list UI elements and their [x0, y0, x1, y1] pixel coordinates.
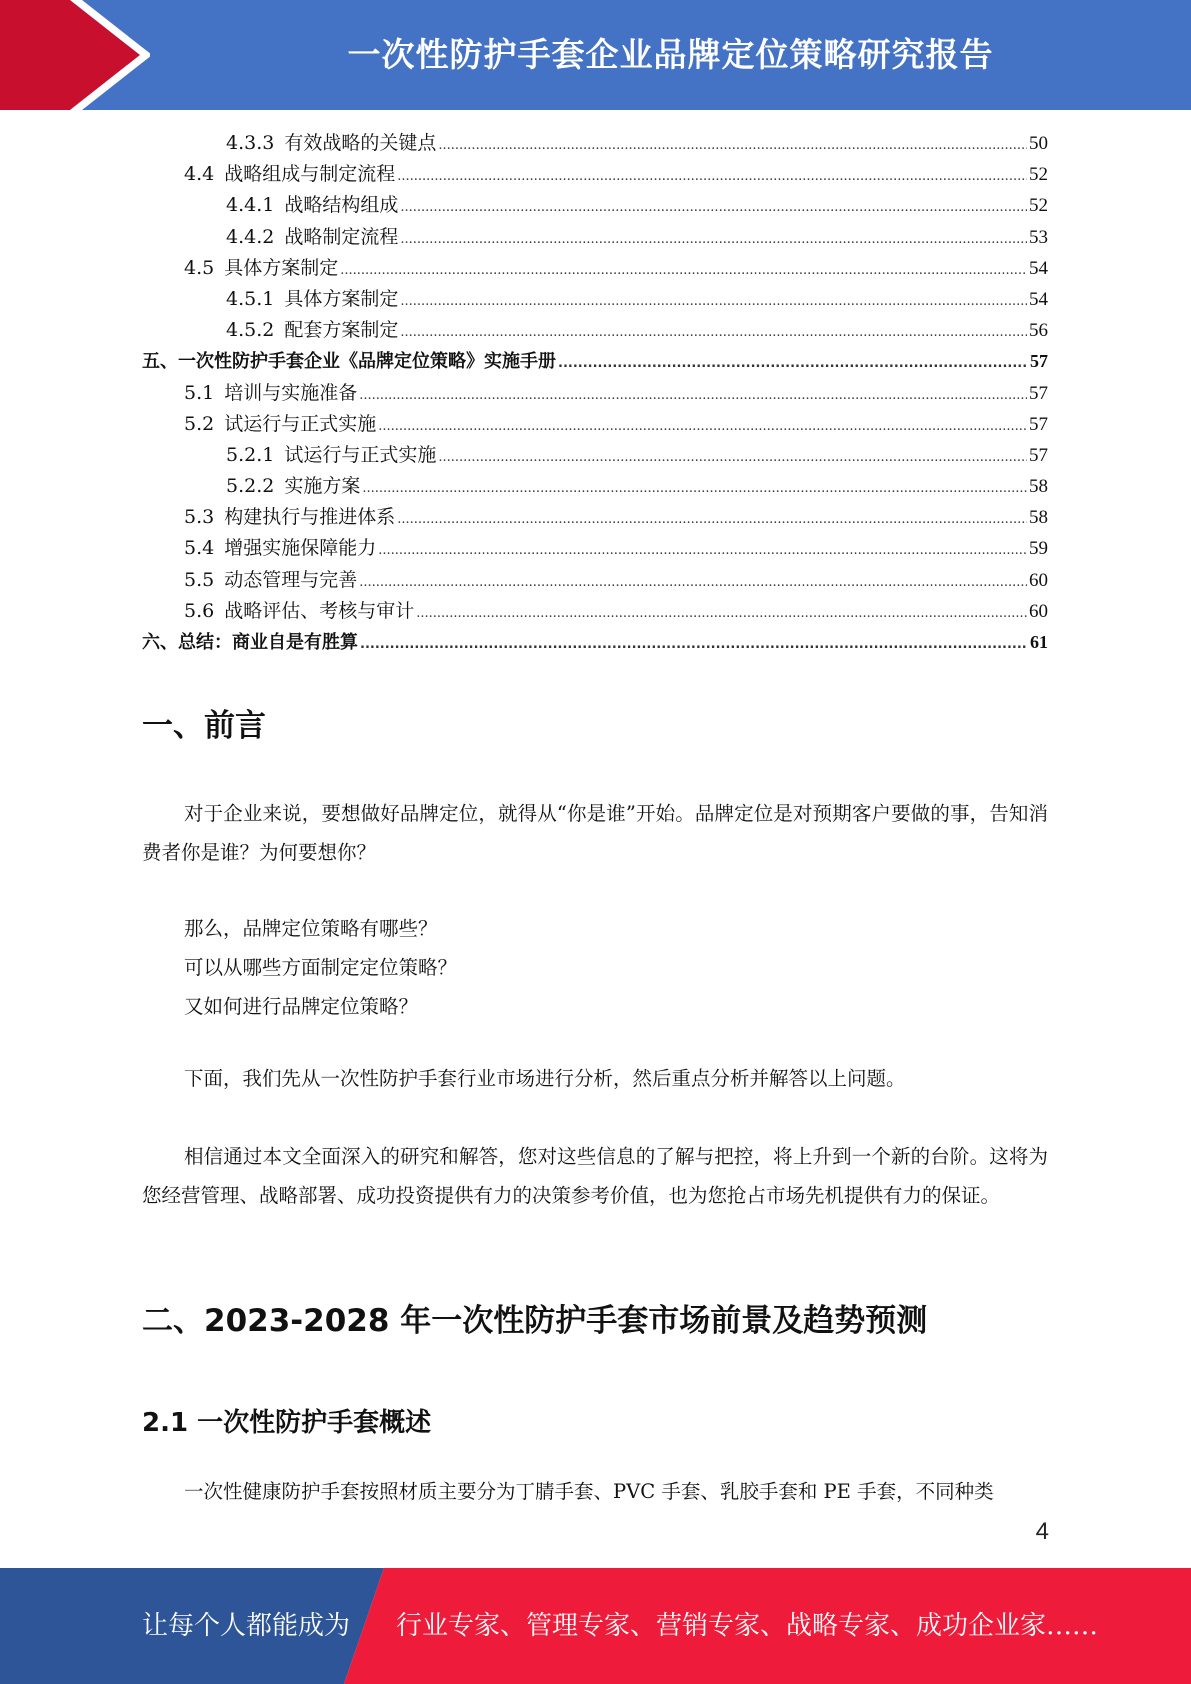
toc-entry-number: 4.5 [184, 256, 215, 279]
toc-entry[interactable] [142, 378, 1048, 409]
toc-entry-title: 战略组成与制定流程 [224, 163, 396, 186]
toc-entry-number: 5.3 [184, 506, 215, 529]
page-header [0, 0, 1191, 110]
preface-paragraph-2: 下面，我们先从一次性防护手套行业市场进行分析，然后重点分析并解答以上问题。 [184, 1067, 906, 1090]
toc-entry[interactable] [142, 533, 1048, 564]
toc-entry-title: 培训与实施准备 [224, 381, 358, 404]
toc-dot-leader [378, 535, 1027, 566]
toc-dot-leader [438, 442, 1027, 473]
toc-entry-page: 60 [1029, 600, 1048, 622]
toc-entry-number: 4.4.2 [226, 225, 275, 248]
footer-slogan-right: 行业专家、管理专家、营销专家、战略专家、成功企业家…… [396, 1611, 1099, 1641]
toc-dot-leader [400, 224, 1027, 255]
toc-entry-number: 5.2.1 [226, 443, 275, 466]
toc-entry-page: 50 [1029, 133, 1048, 154]
toc-entry-title: 战略评估、考核与审计 [224, 599, 415, 622]
toc-entry-title: 试运行与正式实施 [224, 412, 377, 435]
toc-entry[interactable] [142, 190, 1048, 221]
toc-entry-number: 5.1 [184, 381, 215, 404]
toc-entry[interactable] [142, 284, 1048, 315]
toc-entry-title: 战略结构组成 [284, 194, 399, 217]
page-number: 4 [1035, 1518, 1049, 1545]
toc-entry-title: 实施方案 [284, 475, 361, 498]
toc-entry-title: 配套方案制定 [284, 319, 399, 342]
subsection-heading-overview: 2.1 一次性防护手套概述 [142, 1408, 432, 1438]
toc-entry-page: 61 [1030, 632, 1048, 652]
preface-question-2: 可以从哪些方面制定定位策略？ [184, 956, 458, 979]
toc-dot-leader [378, 411, 1027, 442]
toc-entry[interactable] [142, 502, 1048, 533]
toc-dot-leader [340, 255, 1027, 286]
toc-entry[interactable] [142, 315, 1048, 346]
toc-entry[interactable] [142, 346, 1048, 377]
toc-entry-title: 增强实施保障能力 [224, 537, 377, 560]
preface-paragraph-1: 对于企业来说，要想做好品牌定位，就得从“你是谁”开始。品牌定位是对预期客户要做的事，告知消费者你是谁？为何要想你？ [142, 802, 1048, 864]
toc-dot-leader [397, 504, 1027, 535]
toc-entry[interactable] [142, 159, 1048, 190]
toc-entry-page: 57 [1029, 413, 1048, 435]
toc-entry-number: 4.4 [184, 163, 215, 186]
toc-entry-number: 5.6 [184, 599, 215, 622]
toc-entry[interactable] [142, 409, 1048, 440]
toc-entry-title: 动态管理与完善 [224, 568, 358, 591]
toc-dot-leader [400, 317, 1027, 348]
toc-dot-leader [360, 629, 1028, 660]
toc-entry-page: 60 [1029, 569, 1048, 591]
toc-entry[interactable] [142, 253, 1048, 284]
toc-entry-title: 构建执行与推进体系 [224, 506, 396, 529]
page-footer [0, 1568, 1191, 1684]
toc-entry-number: 4.4.1 [226, 194, 275, 217]
toc-entry-number: 5.5 [184, 568, 215, 591]
overview-paragraph-1: 一次性健康防护手套按照材质主要分为丁腈手套、PVC 手套、乳胶手套和 PE 手套，不同种类 [184, 1480, 994, 1503]
toc-entry-title: 战略制定流程 [284, 225, 399, 248]
toc-entry-page: 57 [1029, 444, 1048, 466]
toc-entry-number: 5.2 [184, 412, 215, 435]
toc-dot-leader [558, 348, 1028, 379]
toc-entry[interactable] [142, 440, 1048, 471]
report-title: 一次性防护手套企业品牌定位策略研究报告 [347, 35, 994, 74]
toc-entry[interactable] [142, 565, 1048, 596]
preface-question-3: 又如何进行品牌定位策略？ [184, 995, 419, 1018]
toc-entry-page: 52 [1029, 195, 1048, 217]
toc-entry-title: 试运行与正式实施 [284, 443, 437, 466]
toc-entry-page: 54 [1029, 288, 1048, 310]
toc-entry-title: 具体方案制定 [284, 287, 399, 310]
toc-entry-number: 5.2.2 [226, 475, 275, 498]
toc-entry[interactable] [142, 222, 1048, 253]
toc-entry-title: 六、总结：商业自是有胜算 [142, 632, 358, 653]
section-heading-market: 二、2023-2028 年一次性防护手套市场前景及趋势预测 [142, 1303, 928, 1339]
toc-dot-leader [397, 161, 1027, 192]
header-chevron-decoration [0, 0, 150, 110]
toc-entry-page: 54 [1029, 257, 1048, 279]
toc-entry[interactable] [142, 128, 1048, 159]
toc-dot-leader [362, 473, 1027, 504]
toc-dot-leader [438, 130, 1027, 161]
toc-entry-page: 58 [1029, 476, 1048, 498]
toc-entry-page: 58 [1029, 507, 1048, 529]
section-heading-preface: 一、前言 [142, 708, 266, 744]
toc-entry[interactable] [142, 471, 1048, 502]
preface-question-1: 那么，品牌定位策略有哪些？ [184, 917, 438, 940]
toc-dot-leader [416, 598, 1027, 629]
toc-dot-leader [400, 286, 1027, 317]
toc-dot-leader [359, 567, 1027, 598]
toc-entry-title: 具体方案制定 [224, 256, 339, 279]
toc-entry-page: 57 [1029, 382, 1048, 404]
toc-entry-page: 53 [1029, 226, 1048, 248]
table-of-contents [142, 128, 1048, 658]
toc-dot-leader [359, 380, 1027, 411]
toc-entry-page: 57 [1030, 351, 1048, 372]
toc-dot-leader [400, 192, 1027, 223]
toc-entry-page: 59 [1029, 538, 1048, 560]
toc-entry-title: 有效战略的关键点 [284, 132, 437, 154]
toc-entry[interactable] [142, 596, 1048, 627]
footer-slogan-left: 让每个人都能成为 [142, 1611, 351, 1641]
toc-entry-number: 5.4 [184, 537, 215, 560]
toc-entry-page: 52 [1029, 164, 1048, 186]
toc-entry-number: 4.5.1 [226, 287, 275, 310]
toc-entry-title: 五、一次性防护手套企业《品牌定位策略》实施手册 [142, 351, 556, 373]
toc-entry-number: 4.5.2 [226, 319, 275, 342]
toc-entry[interactable] [142, 627, 1048, 658]
toc-entry-page: 56 [1029, 320, 1048, 342]
toc-entry-number: 4.3.3 [226, 132, 275, 154]
preface-paragraph-3: 相信通过本文全面深入的研究和解答，您对这些信息的了解与把控，将上升到一个新的台阶。这将为您经营管理、战略部署、成功投资提供有力的决策参考价值，也为您抢占市场先机提供有力的保证。 [142, 1145, 1048, 1207]
